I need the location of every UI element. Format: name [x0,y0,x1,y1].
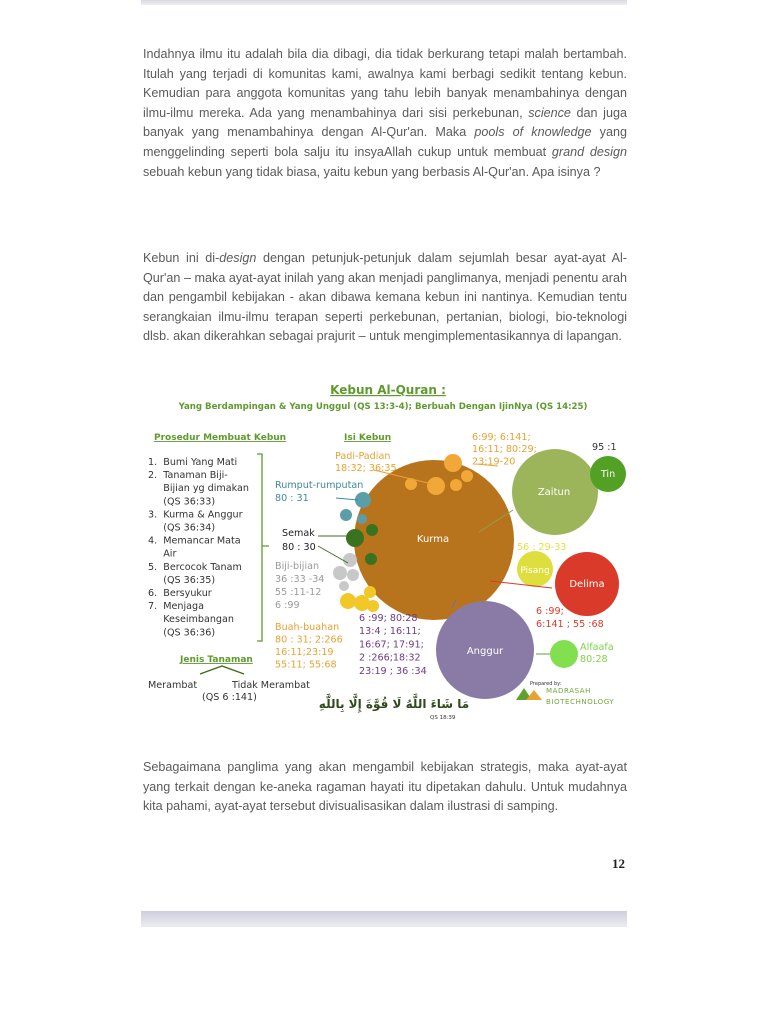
buah-buahan-label [275,622,343,671]
procedure-heading: Prosedur Membuat Kebun [154,433,287,443]
semak-dot [366,524,378,536]
page-bottom-edge [141,911,627,927]
page-top-edge [141,0,627,5]
label-line: Keseimbangan [148,614,234,626]
text-run: dengan petunjuk-petunjuk dalam sejumlah besar ayat-ayat Al-Qur'an – maka ayat-ayat inilah yang akan menjadi panglimanya, menjadi penentu arah dan pengambil kebijakan - akan dibawa kemana kebun ini nantinya. Kemudian tentu serangkaian ilmu-ilmu terapan seperti perkebunan, pertanian, biologi, bio-teknologi dlsb. akan dikerahkan sebagai prajurit – untuk mengimplementasikannya di lapangan. [143,251,627,344]
kurma-refs [359,613,427,677]
text-run: Sebagaimana panglima yang akan mengambil kebijakan strategis, maka ayat-ayat yang terkait dengan ke-aneka ragaman hayati itu dipetakan dahulu. Untuk mudahnya kita pahami, ayat-ayat tersebut divisualisasikan dalam ilustrasi di samping. [143,760,627,814]
biji-dot [339,581,349,591]
label-line: 18:32; 36:35 [335,463,397,474]
procedure-bracket [257,454,269,641]
rumput-dot [340,509,352,521]
paragraph-intro [143,45,627,182]
jenis-heading: Jenis Tanaman [180,655,253,665]
arabic-verse: مَا شَاءَ اللَّهُ لَا قُوَّةَ إِلَّا بِاللَّهِ [318,697,470,711]
label-line: Bijian yg dimakan [148,483,249,495]
zaitun-label: Zaitun [537,487,571,498]
text-run: grand design [551,144,627,159]
text-run: design [219,251,257,265]
kebun-al-quran-figure [140,378,640,723]
padi-padian-label [335,451,397,474]
semak-dot [365,553,377,565]
biji-dot [347,569,359,581]
arabic-verse-ref: QS 18:39 [430,715,456,721]
label-line: Air [148,548,177,560]
label-line: 23:19 ; 36 :34 [359,665,427,677]
page-number: 12 [612,856,625,871]
label-line: 13:4 ; 16:11; [359,626,421,638]
label-line: 6:99; 6:141; [472,432,531,443]
label-line: 7. Menjaga [148,601,205,613]
delima-label: Delima [569,579,605,590]
rumput-label [275,480,363,504]
procedure-list [148,457,249,638]
text-run: Kebun ini di- [143,251,220,265]
padi-dot [461,470,473,482]
padi-dot [450,479,462,491]
label-line: 80:28 [580,654,608,665]
label-line: 1. Bumi Yang Mati [148,457,238,468]
isi-heading: Isi Kebun [344,433,392,443]
paragraph-visualisasi [143,758,627,817]
alfaafa-circle [550,640,578,668]
label-line: Padi-Padian [335,451,391,462]
label-line: (QS 36:35) [148,574,216,586]
label-line: 2. Tanaman Biji- [148,470,228,482]
semak-dot [346,529,364,547]
label-line: 6 :99; 80:28 [359,613,418,624]
label-line: 6. Bersyukur [148,588,212,599]
label-line: 5. Bercocok Tanam [148,561,242,573]
jenis-ref: (QS 6 :141) [202,692,257,703]
anggur-label: Anggur [466,646,504,657]
buah-dot [364,586,376,598]
label-line: 2 :266;18:32 [359,652,421,664]
jenis-arrows [200,666,244,674]
label-line: 6 :99 [275,600,300,611]
text-run: science [528,105,571,120]
buah-dot [340,593,356,609]
padi-dot [427,477,445,495]
label-line: 16:11;23:19 [275,647,334,658]
jenis-left: Merambat [148,680,198,691]
label-line: 4. Memancar Mata [148,535,241,547]
label-line: 80 : 30 [282,542,316,553]
label-line: 55 :11-12 [275,587,322,598]
label-line: 36 :33 -34 [275,574,325,585]
madrasah-logo-icon [516,688,542,700]
label-line: 80 : 31 [275,493,309,504]
alfaafa-label [580,642,614,665]
tin-label: Tin [600,469,616,480]
label-line: Buah-buahan [275,622,340,633]
label-line: (QS 36:36) [148,627,216,639]
label-line: Rumput-rumputan [275,480,364,491]
biji-dot [333,566,347,580]
label-line: Alfaafa [580,642,614,653]
label-line: 16:67; 17:91; [359,639,424,651]
label-line: 6 :99; [536,606,564,617]
label-line: 6:141 ; 55 :68 [536,619,604,630]
buah-dot [367,600,379,612]
logo-text-1: MADRASAH [546,687,592,695]
label-line: 23:19-20 [472,456,516,468]
jenis-right: Tidak Merambat [232,680,310,691]
label-line: Semak [282,528,315,539]
label-line: (QS 36:34) [148,522,216,534]
text-run: dan juga banyak yang menambahinya dengan Al-Qur'an. Maka [143,105,627,140]
text-run: pools of knowledge [474,125,592,140]
logo-text-2: BIOTECHNOLOGY [546,698,615,706]
text-run: sebuah kebun yang tidak biasa, yaitu kebun yang berbasis Al-Qur'an. Apa isinya ? [143,164,601,179]
pisang-label: Pisang [520,566,550,576]
kurma-label: Kurma [416,534,450,545]
paragraph-design [143,249,627,347]
rumput-dot [357,514,367,524]
text-run: Indahnya ilmu itu adalah bila dia dibagi, dia tidak berkurang tetapi malah bertambah. Itulah yang terjadi di komunitas kami, awalnya kami berbagi sedikit tentang kebun. Kemudian para anggota komunitas yang tahu lebih banyak menambahinya dengan ilmu-ilmu mereka. Ada yang menambahinya dari sisi perkebunan, [143,47,627,120]
figure-subtitle: Yang Berdampingan & Yang Unggul (QS 13:3-4); Berbuah Dengan IjinNya (QS 14:25) [178,402,588,412]
semak-label [282,528,316,553]
pisang-ref: 56 : 29-33 [517,542,567,553]
tin-ref: 95 :1 [592,442,617,453]
padi-dot [444,454,462,472]
label-line: 55:11; 55:68 [275,659,337,671]
label-line: (QS 36:33) [148,496,216,508]
label-line: 80 : 31; 2:266 [275,634,343,646]
prepared-by: Prepared by: [530,681,562,687]
label-line: 16:11; 80:29; [472,444,537,456]
biji-bijian-label [275,561,324,611]
text-run: yang menggelinding seperti bola salju itu insyaAllah cukup untuk membuat [143,125,627,159]
biji-dot [343,553,357,567]
label-line: 3. Kurma & Anggur [148,509,243,521]
label-line: Biji-bijian [275,561,320,572]
figure-title: Kebun Al-Quran : [330,383,446,397]
